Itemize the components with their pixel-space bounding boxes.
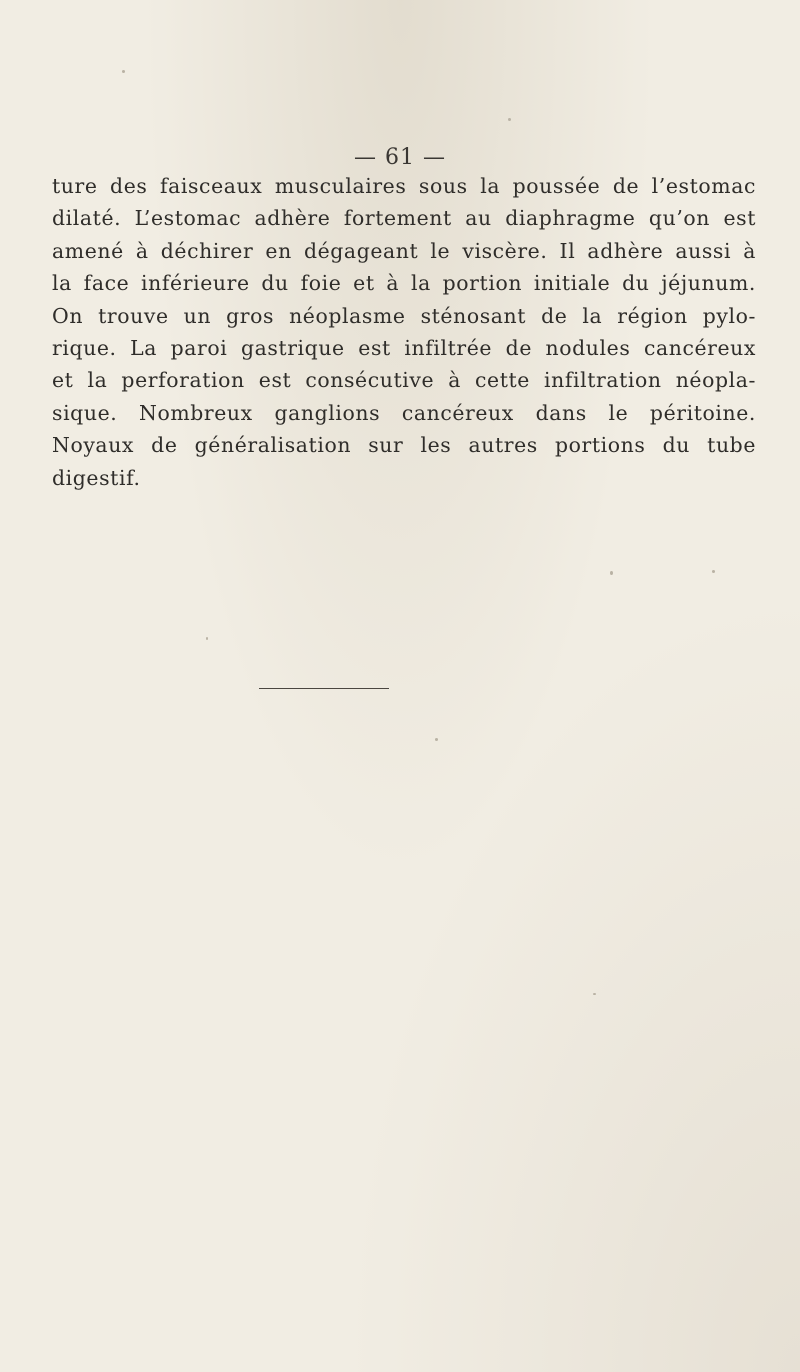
text-line: sique. Nombreux ganglions cancéreux dans le péritoine. bbox=[52, 400, 756, 425]
text-line: Noyaux de généralisation sur les autres portions du tube bbox=[52, 433, 756, 458]
text-line: On trouve un gros néoplasme sténosant de la région pylo- bbox=[52, 303, 756, 328]
paper-speck bbox=[593, 993, 596, 995]
paper-speck bbox=[610, 571, 613, 575]
text-line: dilaté. L’estomac adhère fortement au diaphragme qu’on est bbox=[52, 206, 756, 231]
paper-speck bbox=[508, 118, 511, 121]
section-end-rule bbox=[259, 688, 389, 689]
paper-speck bbox=[712, 570, 715, 573]
paper-speck bbox=[435, 738, 438, 741]
page-number: — 61 — bbox=[354, 145, 446, 170]
body-paragraph bbox=[52, 170, 756, 494]
text-line: la face inférieure du foie et à la portion initiale du jéjunum. bbox=[52, 271, 756, 296]
paper-speck bbox=[122, 70, 125, 73]
text-line: rique. La paroi gastrique est infiltrée de nodules cancéreux bbox=[52, 336, 756, 361]
text-line: digestif. bbox=[52, 465, 141, 490]
text-line: et la perforation est consécutive à cette infiltration néopla- bbox=[52, 368, 756, 393]
paper-speck bbox=[206, 637, 208, 640]
text-line: amené à déchirer en dégageant le viscère. Il adhère aussi à bbox=[52, 238, 756, 263]
text-line: ture des faisceaux musculaires sous la poussée de l’estomac bbox=[52, 174, 756, 198]
